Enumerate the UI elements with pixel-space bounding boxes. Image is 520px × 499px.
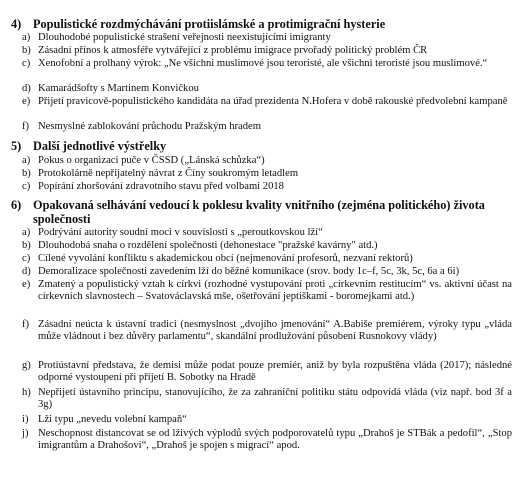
item-text: Popírání zhoršování zdravotního stavu před volbami 2018 xyxy=(38,181,284,192)
item-letter: e) xyxy=(22,279,31,290)
item-letter: e) xyxy=(22,96,31,107)
section-title: Opakovaná selhávání vedoucí k poklesu kvality vnitřního (zejména politického) života společnosti xyxy=(33,198,485,226)
item-letter: c) xyxy=(22,58,31,69)
item-text: Protiústavní představa, že demisi může podat pouze premiér, aniž by byla rozpuštěna vláda (2017); následné odporné vystoupení při přijetí B. Sobotky na Hradě xyxy=(38,360,512,383)
item-letter: h) xyxy=(22,387,31,398)
item-text: Dlouhodobá snaha o rozdělení společnosti (dehonestace "pražské kavárny" atd.) xyxy=(38,240,378,251)
section-title: Další jednotlivé výstřelky xyxy=(33,139,167,153)
item-text: Zmatený a populistický vztah k církvi (rozhodné vystupování proti „církevním restitucím“ vs. aktivní účast na církevních slavnostech – Svatováclavská mše, ošetřování jeptiškami - boromejkami atd.) xyxy=(38,279,512,302)
section-heading xyxy=(11,199,512,226)
list-item xyxy=(22,360,512,384)
item-letter: c) xyxy=(22,181,31,192)
item-letter: b) xyxy=(22,45,31,56)
list-item xyxy=(22,83,512,95)
item-text: Lži typu „nevedu volební kampaň“ xyxy=(38,414,187,425)
item-text: Přijetí pravicově-populistického kandidáta na úřad prezidenta N.Hofera v době rakouské předvolební kampaně xyxy=(38,96,508,107)
item-text: Nepřijetí ústavního principu, stanovujícího, že za zahraniční politiku státu odpovídá vláda (viz např. bod 3f a 3g) xyxy=(38,387,512,410)
list-item xyxy=(22,45,512,57)
item-text: Zásadní neúcta k ústavní tradici (nesmyslnost „dvojího jmenování“ A.Babiše premiérem, výroky typu „vláda může vládnout i bez důvěry parlamentu“, skandální prodlužování působení Rusnokovy vlády) xyxy=(38,319,512,342)
item-letter: a) xyxy=(22,32,31,43)
item-text: Demoralizace společnosti zavedením lží do běžné komunikace (srov. body 1c–f, 5c, 3k, 5c, 6a a 6i) xyxy=(38,266,460,277)
item-letter: c) xyxy=(22,253,31,264)
list-item xyxy=(22,32,512,44)
item-letter: b) xyxy=(22,240,31,251)
item-letter: j) xyxy=(22,428,29,439)
list-item xyxy=(22,428,512,452)
item-letter: d) xyxy=(22,83,31,94)
list-item xyxy=(22,414,512,426)
section-number: 6) xyxy=(11,198,22,212)
item-text: Zásadní přínos k atmosféře vytvářející z problému imigrace prvořadý politický problém ČR xyxy=(38,45,428,56)
list-item xyxy=(22,319,512,343)
item-text: Xenofobní a prolhaný výrok: „Ne všichni muslimové jsou teroristé, ale všichni teroristé jsou muslimové.“ xyxy=(38,58,488,69)
list-item xyxy=(22,58,512,70)
item-text: Neschopnost distancovat se od lživých výplodů svých podporovatelů typu „Drahoš je STBák a pedofil“, „Stop imigrantům a Drahošovi“, „Drahoš je spojen s migrací“ apod. xyxy=(38,428,512,451)
section-heading xyxy=(11,140,512,154)
item-text: Kamarádšofty s Martinem Konvičkou xyxy=(38,83,199,94)
item-letter: i) xyxy=(22,414,29,425)
item-letter: f) xyxy=(22,121,30,132)
list-item xyxy=(22,240,512,252)
list-item xyxy=(22,253,512,265)
list-item xyxy=(22,121,512,133)
item-letter: a) xyxy=(22,227,31,238)
item-text: Cílené vyvolání konfliktu s akademickou obcí (nejmenování profesorů, nezvaní rektorů) xyxy=(38,253,413,264)
list-item xyxy=(22,387,512,411)
item-letter: b) xyxy=(22,168,31,179)
section-number: 5) xyxy=(11,139,22,153)
list-item xyxy=(22,155,512,167)
list-item xyxy=(22,168,512,180)
item-letter: g) xyxy=(22,360,31,371)
item-text: Dlouhodobé populistické strašení veřejnosti neexistujícími imigranty xyxy=(38,32,331,43)
item-text: Protokolárně nepřijatelný návrat z Číny soukromým letadlem xyxy=(38,168,299,179)
section-number: 4) xyxy=(11,17,22,31)
item-text: Nesmyslné zablokování průchodu Pražským hradem xyxy=(38,121,262,132)
section-heading xyxy=(11,18,512,32)
item-text: Pokus o organizaci puče v ČSSD („Lánská schůzka“) xyxy=(38,155,265,166)
item-letter: f) xyxy=(22,319,30,330)
list-item xyxy=(22,181,512,193)
section-title: Populistické rozdmýchávání protiislámské a protimigrační hysterie xyxy=(33,17,386,31)
list-item xyxy=(22,227,512,239)
list-item xyxy=(22,279,512,303)
item-letter: d) xyxy=(22,266,31,277)
item-text: Podrývání autority soudní moci v souvislosti s „peroutkovskou lží“ xyxy=(38,227,323,238)
list-item xyxy=(22,266,512,278)
item-letter: a) xyxy=(22,155,31,166)
list-item xyxy=(22,96,512,108)
